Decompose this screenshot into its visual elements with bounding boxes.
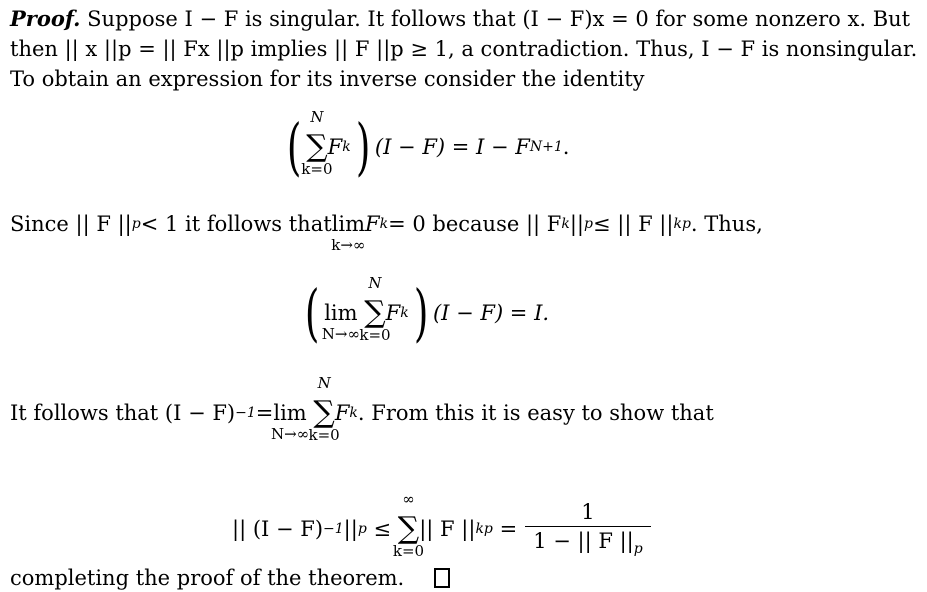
summation: N ∑ k=0 — [301, 108, 333, 178]
summation: N ∑ k=0 — [308, 374, 340, 444]
limit: lim N→∞ — [270, 401, 310, 443]
equation-3: || (I − F) −1 || p ≤ ∞ ∑ k=0 || F || k p = $\frac{1}{1 - || F ||_p}$ — [232, 500, 659, 557]
paragraph-3: It follows that (I − F) −1 = lim N→∞ N ∑ k=0 F k . From this it is easy to show that — [10, 374, 714, 444]
right-paren: ) — [355, 110, 371, 183]
summation: N ∑ k=0 — [359, 274, 391, 344]
paragraph-2: Since || F || p < 1 it follows that lim k→∞ F k = 0 because || F k || p ≤ || F || k p . Thus, — [10, 212, 763, 254]
limit: lim k→∞ — [331, 212, 366, 254]
fraction: $\frac{1}{1 - || F ||_p}$ — [525, 500, 651, 557]
limit: lim N→∞ — [321, 301, 360, 343]
equation-2: ( lim N→∞ N ∑ k=0 F k ) (I − F) = I. — [304, 274, 550, 349]
summation: ∞ ∑ k=0 — [392, 489, 425, 560]
qed-square-icon — [434, 568, 450, 588]
proof-text — [10, 4, 922, 94]
proof-label: Proof. — [10, 6, 81, 31]
paragraph-1-line-3: To obtain an expression for its inverse consider the identity — [10, 67, 645, 91]
left-paren: ( — [286, 110, 302, 183]
paragraph-1 — [10, 4, 922, 94]
paragraph-1-line-1: Suppose I − F is singular. It follows that (I − F)x = 0 for some nonzero x. But — [87, 7, 911, 31]
closing-line: completing the proof of the theorem. — [10, 566, 450, 590]
paragraph-1-line-2: then || x ||p = || Fx ||p implies || F ||p ≥ 1, a contradiction. Thus, I − F is nonsingular. — [10, 37, 918, 61]
equation-1: ( N ∑ k=0 F k ) (I − F) = I − F N+1 . — [286, 108, 570, 183]
